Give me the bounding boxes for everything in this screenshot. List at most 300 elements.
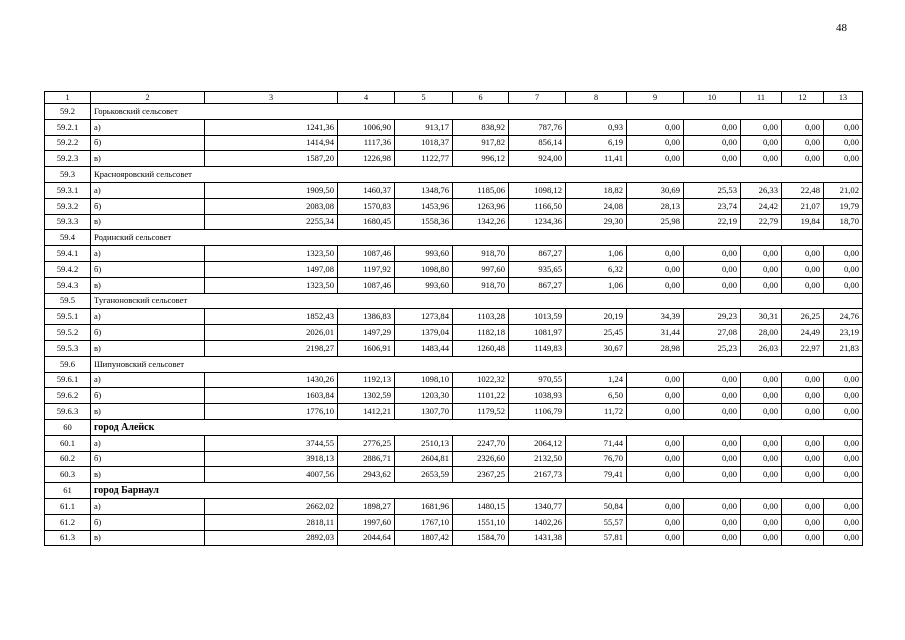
cell-value: 0,00 (741, 404, 782, 420)
cell-value: 1106,79 (509, 404, 566, 420)
cell-value: 2083,08 (205, 198, 338, 214)
cell-value: 0,00 (741, 135, 782, 151)
table-row (45, 309, 863, 325)
cell-value: 1379,04 (395, 325, 453, 341)
table-row (45, 261, 863, 277)
cell-value: 0,00 (824, 514, 863, 530)
cell-value: 2044,64 (338, 530, 395, 546)
row-label: б) (91, 514, 205, 530)
cell-value: 26,03 (741, 340, 782, 356)
cell-value: 0,00 (627, 388, 684, 404)
column-header: 2 (91, 92, 205, 104)
cell-value: 1241,36 (205, 119, 338, 135)
cell-value: 1081,97 (509, 325, 566, 341)
cell-value: 0,00 (741, 467, 782, 483)
cell-value: 0,00 (627, 119, 684, 135)
cell-value: 22,97 (782, 340, 824, 356)
cell-value: 1342,26 (453, 214, 509, 230)
cell-value: 0,00 (684, 530, 741, 546)
cell-value: 29,23 (684, 309, 741, 325)
cell-value: 11,41 (566, 151, 627, 167)
cell-value: 18,70 (824, 214, 863, 230)
row-label: а) (91, 435, 205, 451)
column-header: 6 (453, 92, 509, 104)
cell-value: 2167,73 (509, 467, 566, 483)
row-code: 60 (45, 419, 91, 435)
cell-value: 18,82 (566, 182, 627, 198)
cell-value: 2367,25 (453, 467, 509, 483)
cell-value: 76,70 (566, 451, 627, 467)
cell-value: 0,00 (627, 451, 684, 467)
section-row (45, 356, 863, 372)
cell-value: 2776,25 (338, 435, 395, 451)
cell-value: 1179,52 (453, 404, 509, 420)
cell-value: 0,00 (741, 451, 782, 467)
cell-value: 0,00 (741, 514, 782, 530)
cell-value: 0,00 (824, 151, 863, 167)
cell-value: 2943,62 (338, 467, 395, 483)
cell-value: 0,00 (782, 261, 824, 277)
table-row (45, 514, 863, 530)
cell-value: 0,00 (684, 135, 741, 151)
cell-value: 1260,48 (453, 340, 509, 356)
cell-value: 2818,11 (205, 514, 338, 530)
cell-value: 996,12 (453, 151, 509, 167)
cell-value: 0,00 (824, 435, 863, 451)
cell-value: 1603,84 (205, 388, 338, 404)
cell-value: 1226,98 (338, 151, 395, 167)
table-row (45, 182, 863, 198)
row-code: 59.5.2 (45, 325, 91, 341)
section-row (45, 167, 863, 183)
tariff-table (44, 91, 863, 546)
cell-value: 0,00 (684, 119, 741, 135)
cell-value: 1098,80 (395, 261, 453, 277)
column-header: 11 (741, 92, 782, 104)
cell-value: 0,00 (741, 530, 782, 546)
cell-value: 21,02 (824, 182, 863, 198)
cell-value: 0,00 (684, 435, 741, 451)
cell-value: 1898,27 (338, 498, 395, 514)
cell-value: 1680,45 (338, 214, 395, 230)
table-row (45, 340, 863, 356)
table-row (45, 119, 863, 135)
row-code: 59.4.1 (45, 246, 91, 262)
cell-value: 1386,83 (338, 309, 395, 325)
cell-value: 867,27 (509, 277, 566, 293)
cell-value: 1348,76 (395, 182, 453, 198)
cell-value: 4007,56 (205, 467, 338, 483)
row-code: 59.6 (45, 356, 91, 372)
row-code: 59.6.2 (45, 388, 91, 404)
cell-value: 0,00 (782, 451, 824, 467)
row-label: в) (91, 277, 205, 293)
cell-value: 6,19 (566, 135, 627, 151)
cell-value: 1323,50 (205, 277, 338, 293)
cell-value: 24,42 (741, 198, 782, 214)
cell-value: 0,00 (824, 404, 863, 420)
cell-value: 0,00 (782, 404, 824, 420)
cell-value: 57,81 (566, 530, 627, 546)
table-row (45, 372, 863, 388)
row-label: б) (91, 325, 205, 341)
cell-value: 31,44 (627, 325, 684, 341)
cell-value: 1149,83 (509, 340, 566, 356)
table-row (45, 135, 863, 151)
cell-value: 1192,13 (338, 372, 395, 388)
cell-value: 1234,36 (509, 214, 566, 230)
cell-value: 0,00 (627, 246, 684, 262)
row-label: б) (91, 388, 205, 404)
cell-value: 28,00 (741, 325, 782, 341)
cell-value: 0,00 (824, 246, 863, 262)
cell-value: 1087,46 (338, 246, 395, 262)
cell-value: 22,48 (782, 182, 824, 198)
row-code: 60.2 (45, 451, 91, 467)
cell-value: 1414,94 (205, 135, 338, 151)
cell-value: 3744,55 (205, 435, 338, 451)
row-code: 59.6.1 (45, 372, 91, 388)
cell-value: 1122,77 (395, 151, 453, 167)
cell-value: 0,00 (684, 246, 741, 262)
cell-value: 1098,12 (509, 182, 566, 198)
cell-value: 0,00 (684, 404, 741, 420)
cell-value: 0,00 (782, 277, 824, 293)
cell-value: 867,27 (509, 246, 566, 262)
cell-value: 1402,26 (509, 514, 566, 530)
cell-value: 20,19 (566, 309, 627, 325)
cell-value: 1681,96 (395, 498, 453, 514)
cell-value: 0,00 (782, 388, 824, 404)
row-label: а) (91, 309, 205, 325)
cell-value: 0,00 (684, 498, 741, 514)
row-code: 59.3.1 (45, 182, 91, 198)
cell-value: 6,32 (566, 261, 627, 277)
cell-value: 3918,13 (205, 451, 338, 467)
column-header: 7 (509, 92, 566, 104)
cell-value: 2604,81 (395, 451, 453, 467)
cell-value: 0,00 (782, 435, 824, 451)
cell-value: 1570,83 (338, 198, 395, 214)
cell-value: 1022,32 (453, 372, 509, 388)
cell-value: 2026,01 (205, 325, 338, 341)
cell-value: 917,82 (453, 135, 509, 151)
table-row (45, 325, 863, 341)
row-code: 59.4.3 (45, 277, 91, 293)
table-row (45, 467, 863, 483)
cell-value: 1323,50 (205, 246, 338, 262)
row-label: в) (91, 340, 205, 356)
cell-value: 0,00 (824, 498, 863, 514)
cell-value: 1480,15 (453, 498, 509, 514)
column-header: 3 (205, 92, 338, 104)
table-row (45, 435, 863, 451)
cell-value: 1776,10 (205, 404, 338, 420)
cell-value: 0,00 (824, 388, 863, 404)
cell-value: 2892,03 (205, 530, 338, 546)
cell-value: 935,65 (509, 261, 566, 277)
table-row (45, 151, 863, 167)
cell-value: 1103,28 (453, 309, 509, 325)
row-code: 61 (45, 483, 91, 499)
cell-value: 0,00 (741, 261, 782, 277)
row-label: а) (91, 372, 205, 388)
row-label: а) (91, 119, 205, 135)
cell-value: 0,00 (782, 151, 824, 167)
cell-value: 55,57 (566, 514, 627, 530)
cell-value: 0,00 (627, 514, 684, 530)
cell-value: 0,00 (782, 530, 824, 546)
cell-value: 1038,93 (509, 388, 566, 404)
cell-value: 19,79 (824, 198, 863, 214)
cell-value: 1,06 (566, 246, 627, 262)
cell-value: 24,08 (566, 198, 627, 214)
cell-value: 1606,91 (338, 340, 395, 356)
cell-value: 970,55 (509, 372, 566, 388)
cell-value: 26,33 (741, 182, 782, 198)
column-header: 8 (566, 92, 627, 104)
cell-value: 1185,06 (453, 182, 509, 198)
cell-value: 0,00 (824, 261, 863, 277)
row-label: а) (91, 246, 205, 262)
row-label: в) (91, 467, 205, 483)
cell-value: 0,00 (627, 151, 684, 167)
cell-value: 1203,30 (395, 388, 453, 404)
cell-value: 1431,38 (509, 530, 566, 546)
cell-value: 0,00 (782, 119, 824, 135)
cell-value: 79,41 (566, 467, 627, 483)
cell-value: 0,00 (627, 277, 684, 293)
cell-value: 1767,10 (395, 514, 453, 530)
cell-value: 0,00 (782, 372, 824, 388)
cell-value: 2886,71 (338, 451, 395, 467)
cell-value: 0,00 (741, 372, 782, 388)
cell-value: 1460,37 (338, 182, 395, 198)
cell-value: 25,53 (684, 182, 741, 198)
cell-value: 0,00 (782, 514, 824, 530)
cell-value: 1273,84 (395, 309, 453, 325)
table-row (45, 246, 863, 262)
cell-value: 0,00 (684, 261, 741, 277)
section-title: город Алейск (91, 419, 863, 435)
cell-value: 1852,43 (205, 309, 338, 325)
cell-value: 0,00 (627, 135, 684, 151)
cell-value: 22,19 (684, 214, 741, 230)
section-title: город Барнаул (91, 483, 863, 499)
cell-value: 1263,96 (453, 198, 509, 214)
cell-value: 997,60 (453, 261, 509, 277)
table-row (45, 198, 863, 214)
section-title: Краснояровский сельсовет (91, 167, 863, 183)
cell-value: 924,00 (509, 151, 566, 167)
cell-value: 1909,50 (205, 182, 338, 198)
section-title: Туганоновский сельсовет (91, 293, 863, 309)
cell-value: 30,31 (741, 309, 782, 325)
cell-value: 1182,18 (453, 325, 509, 341)
cell-value: 0,00 (782, 498, 824, 514)
cell-value: 0,00 (782, 246, 824, 262)
column-header: 4 (338, 92, 395, 104)
table-row (45, 404, 863, 420)
cell-value: 25,98 (627, 214, 684, 230)
cell-value: 21,07 (782, 198, 824, 214)
section-row (45, 293, 863, 309)
cell-value: 1340,77 (509, 498, 566, 514)
cell-value: 0,00 (684, 372, 741, 388)
cell-value: 6,50 (566, 388, 627, 404)
cell-value: 1584,70 (453, 530, 509, 546)
cell-value: 1453,96 (395, 198, 453, 214)
cell-value: 30,69 (627, 182, 684, 198)
cell-value: 1098,10 (395, 372, 453, 388)
page-number: 48 (836, 22, 847, 34)
row-code: 59.3 (45, 167, 91, 183)
row-code: 59.4 (45, 230, 91, 246)
row-label: б) (91, 135, 205, 151)
cell-value: 22,79 (741, 214, 782, 230)
cell-value: 993,60 (395, 246, 453, 262)
header-row (45, 92, 863, 104)
row-code: 59.4.2 (45, 261, 91, 277)
cell-value: 0,00 (824, 372, 863, 388)
cell-value: 34,39 (627, 309, 684, 325)
cell-value: 0,00 (824, 467, 863, 483)
cell-value: 0,00 (627, 261, 684, 277)
cell-value: 0,00 (684, 151, 741, 167)
cell-value: 0,00 (627, 530, 684, 546)
cell-value: 11,72 (566, 404, 627, 420)
table-row (45, 498, 863, 514)
cell-value: 28,98 (627, 340, 684, 356)
cell-value: 918,70 (453, 277, 509, 293)
cell-value: 19,84 (782, 214, 824, 230)
cell-value: 1006,90 (338, 119, 395, 135)
row-code: 61.2 (45, 514, 91, 530)
cell-value: 1117,36 (338, 135, 395, 151)
cell-value: 0,00 (684, 451, 741, 467)
row-code: 59.2.3 (45, 151, 91, 167)
cell-value: 993,60 (395, 277, 453, 293)
row-code: 59.2 (45, 104, 91, 120)
cell-value: 0,00 (824, 135, 863, 151)
cell-value: 25,45 (566, 325, 627, 341)
cell-value: 2064,12 (509, 435, 566, 451)
cell-value: 0,00 (741, 151, 782, 167)
cell-value: 28,13 (627, 198, 684, 214)
cell-value: 1497,08 (205, 261, 338, 277)
row-label: в) (91, 530, 205, 546)
cell-value: 2247,70 (453, 435, 509, 451)
column-header: 5 (395, 92, 453, 104)
cell-value: 1307,70 (395, 404, 453, 420)
cell-value: 0,00 (741, 246, 782, 262)
cell-value: 2510,13 (395, 435, 453, 451)
row-code: 59.2.2 (45, 135, 91, 151)
cell-value: 0,00 (627, 404, 684, 420)
cell-value: 71,44 (566, 435, 627, 451)
cell-value: 0,00 (627, 498, 684, 514)
table-row (45, 530, 863, 546)
row-label: в) (91, 214, 205, 230)
section-title: Шипуновский сельсовет (91, 356, 863, 372)
column-header: 13 (824, 92, 863, 104)
cell-value: 787,76 (509, 119, 566, 135)
cell-value: 0,00 (684, 514, 741, 530)
column-header: 9 (627, 92, 684, 104)
cell-value: 21,83 (824, 340, 863, 356)
cell-value: 2326,60 (453, 451, 509, 467)
column-header: 10 (684, 92, 741, 104)
cell-value: 25,23 (684, 340, 741, 356)
row-code: 59.3.2 (45, 198, 91, 214)
cell-value: 1551,10 (453, 514, 509, 530)
cell-value: 0,00 (627, 467, 684, 483)
cell-value: 26,25 (782, 309, 824, 325)
cell-value: 0,00 (684, 467, 741, 483)
cell-value: 23,19 (824, 325, 863, 341)
cell-value: 0,93 (566, 119, 627, 135)
cell-value: 1087,46 (338, 277, 395, 293)
cell-value: 856,14 (509, 135, 566, 151)
cell-value: 23,74 (684, 198, 741, 214)
column-header: 12 (782, 92, 824, 104)
cell-value: 0,00 (782, 467, 824, 483)
cell-value: 0,00 (684, 277, 741, 293)
cell-value: 0,00 (684, 388, 741, 404)
cell-value: 1302,59 (338, 388, 395, 404)
row-label: в) (91, 404, 205, 420)
cell-value: 24,49 (782, 325, 824, 341)
cell-value: 2255,34 (205, 214, 338, 230)
cell-value: 0,00 (824, 451, 863, 467)
cell-value: 1807,42 (395, 530, 453, 546)
cell-value: 0,00 (741, 388, 782, 404)
cell-value: 0,00 (741, 435, 782, 451)
cell-value: 1430,26 (205, 372, 338, 388)
cell-value: 0,00 (824, 119, 863, 135)
cell-value: 838,92 (453, 119, 509, 135)
column-header: 1 (45, 92, 91, 104)
cell-value: 27,08 (684, 325, 741, 341)
cell-value: 0,00 (627, 435, 684, 451)
cell-value: 0,00 (782, 135, 824, 151)
row-code: 59.2.1 (45, 119, 91, 135)
cell-value: 0,00 (627, 372, 684, 388)
cell-value: 0,00 (741, 119, 782, 135)
cell-value: 1497,29 (338, 325, 395, 341)
row-code: 61.1 (45, 498, 91, 514)
row-label: б) (91, 198, 205, 214)
row-code: 60.3 (45, 467, 91, 483)
row-code: 59.3.3 (45, 214, 91, 230)
section-row (45, 419, 863, 435)
cell-value: 0,00 (741, 277, 782, 293)
cell-value: 1166,50 (509, 198, 566, 214)
section-title: Горьковский сельсовет (91, 104, 863, 120)
cell-value: 0,00 (824, 530, 863, 546)
cell-value: 29,30 (566, 214, 627, 230)
cell-value: 1013,59 (509, 309, 566, 325)
row-label: в) (91, 151, 205, 167)
cell-value: 2198,27 (205, 340, 338, 356)
cell-value: 913,17 (395, 119, 453, 135)
cell-value: 24,76 (824, 309, 863, 325)
section-row (45, 230, 863, 246)
cell-value: 0,00 (824, 277, 863, 293)
cell-value: 50,84 (566, 498, 627, 514)
cell-value: 918,70 (453, 246, 509, 262)
cell-value: 1558,36 (395, 214, 453, 230)
